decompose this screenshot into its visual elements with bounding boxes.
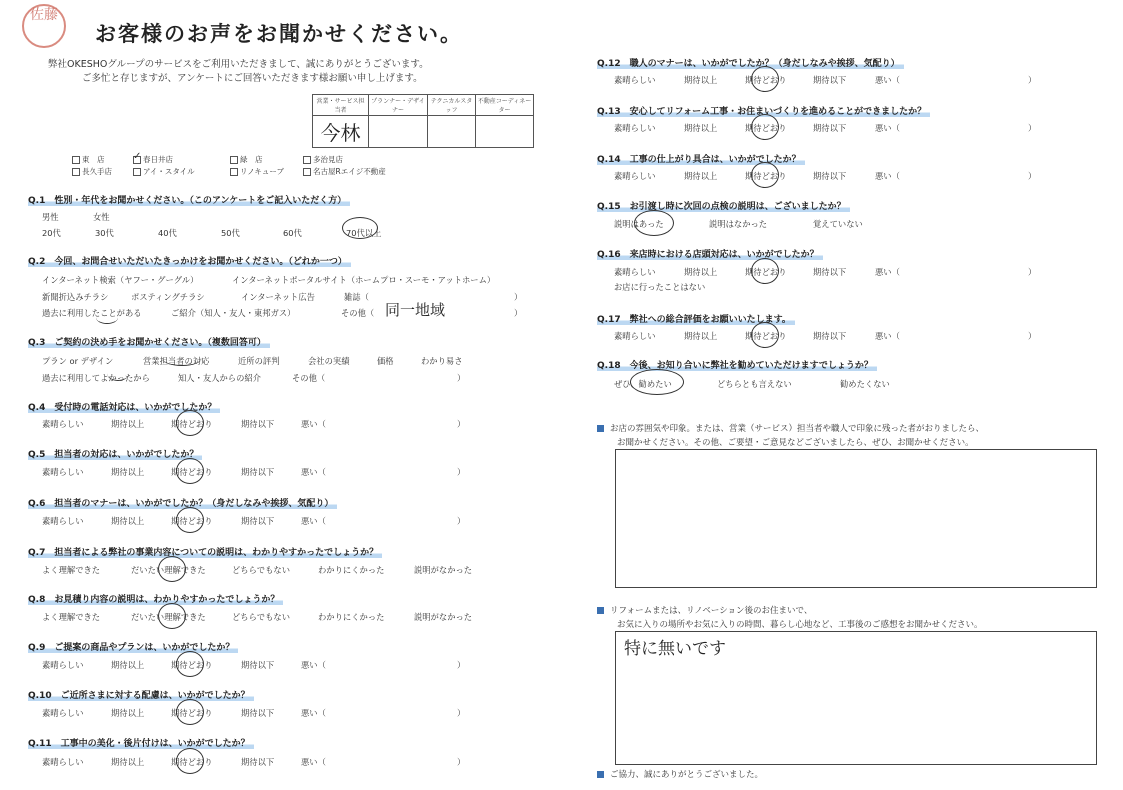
q13-option[interactable]: 期待以下: [813, 123, 847, 133]
q13-option[interactable]: 悪い（: [875, 123, 900, 133]
q15-option[interactable]: 説明はなかった: [709, 219, 768, 229]
q16-option[interactable]: 素晴らしい: [614, 267, 656, 277]
answer-circle: [634, 210, 674, 236]
q9-option: ）: [457, 660, 466, 670]
staff-header: 不動産コーディネーター: [476, 95, 534, 116]
comment-2-answer: 特に無いです: [624, 639, 726, 659]
question-3-heading: Q.3 ご契約の決め手をお聞かせください。（複数回答可）: [28, 335, 270, 348]
staff-name[interactable]: 今林: [313, 116, 369, 148]
q18-option[interactable]: どちらとも言えない: [717, 379, 792, 389]
q4-option[interactable]: 期待以下: [241, 419, 275, 429]
q5-option[interactable]: 期待以下: [241, 467, 275, 477]
store-checkbox[interactable]: 長久手店: [72, 166, 112, 177]
q1-option[interactable]: 40代: [158, 228, 177, 238]
q3-option[interactable]: 過去に利用してよかったから: [42, 373, 150, 383]
q9-option[interactable]: 期待以下: [241, 660, 275, 670]
q7-option[interactable]: よく理解できた: [42, 565, 101, 575]
comment-1-label: お店の雰囲気や印象。または、営業（サービス）担当者や職人で印象に残った者がおりましたら、: [597, 422, 984, 434]
bullet-square-icon: [597, 607, 604, 614]
q10-option[interactable]: 素晴らしい: [42, 708, 84, 718]
q3-option[interactable]: プラン or デザイン: [42, 356, 114, 366]
comment-2-label: リフォームまたは、リノベーション後のお住まいで、: [597, 604, 812, 616]
seal-stamp: 佐藤: [22, 4, 66, 48]
store-checkbox[interactable]: ✓ 春日井店: [133, 151, 173, 164]
q13-option[interactable]: 素晴らしい: [614, 123, 656, 133]
answer-circle: [342, 217, 378, 239]
answer-circle: [176, 748, 204, 774]
q1-option[interactable]: 70代以上: [346, 228, 382, 238]
staff-header: テクニカルスタッフ: [427, 95, 475, 116]
answer-circle: [751, 114, 779, 140]
question-13-heading: Q.13 安心してリフォーム工事・お住まいづくりを進めることができましたか？: [597, 104, 930, 117]
q7-option[interactable]: わかりにくかった: [318, 565, 385, 575]
q5-option[interactable]: 悪い（: [301, 467, 326, 477]
q1-option[interactable]: 20代: [42, 228, 61, 238]
q2-option[interactable]: インターネットポータルサイト（ホームプロ・スーモ・アットホーム）: [232, 275, 496, 285]
q3-option[interactable]: 知人・友人からの紹介: [178, 373, 261, 383]
comment-1-label-2: お聞かせください。その他、ご要望・ご意見などございましたら、ぜひ、お聞かせください。: [617, 438, 974, 448]
q16-option: ）: [1028, 267, 1037, 277]
question-6-heading: Q.6 担当者のマナーは、いかがでしたか？（身だしなみや挨拶、気配り）: [28, 496, 337, 509]
intro-line-2: ご多忙と存じますが、アンケートにご回答いただきます様お願い申し上げます。: [82, 73, 423, 84]
question-2-heading: Q.2 今回、お問合せいただいたきっかけをお聞かせください。（どれか一つ）: [28, 254, 351, 267]
q14-option[interactable]: 素晴らしい: [614, 171, 656, 181]
answer-circle: [176, 651, 204, 677]
q9-option[interactable]: 素晴らしい: [42, 660, 84, 670]
staff-header: 営業・サービス担当者: [313, 95, 369, 116]
q16-option[interactable]: 悪い（: [875, 267, 900, 277]
q10-option[interactable]: 期待以上: [111, 708, 145, 718]
q3-option[interactable]: 会社の実績: [308, 356, 350, 366]
q17-option[interactable]: 悪い（: [875, 331, 900, 341]
q10-option: ）: [457, 708, 466, 718]
q8-option[interactable]: どちらでもない: [232, 612, 290, 622]
q17-option[interactable]: 期待以下: [813, 331, 847, 341]
question-1-heading: Q.1 性別・年代をお聞かせください。（このアンケートをご記入いただく方）: [28, 193, 350, 206]
q10-option[interactable]: 悪い（: [301, 708, 326, 718]
store-checkbox[interactable]: アイ・スタイル: [133, 166, 195, 177]
q18-option[interactable]: 勧めたくない: [840, 379, 890, 389]
q6-option[interactable]: 悪い（: [301, 516, 326, 526]
question-16-heading: Q.16 来店時における店頭対応は、いかがでしたか？: [597, 247, 823, 260]
q3-option[interactable]: 近所の評判: [238, 356, 280, 366]
answer-circle: [630, 369, 684, 395]
q5-option: ）: [457, 467, 466, 477]
answer-circle: [751, 162, 779, 188]
question-8-heading: Q.8 お見積り内容の説明は、わかりやすかったでしょうか？: [28, 592, 283, 605]
q6-option[interactable]: 期待以下: [241, 516, 275, 526]
store-checkbox[interactable]: 名古屋Rエイジ不動産: [303, 166, 386, 177]
q3-option: ）: [457, 373, 466, 383]
answer-check-mark: [107, 366, 129, 381]
answer-circle: [751, 258, 779, 284]
q2-option[interactable]: 過去に利用したことがある: [42, 308, 142, 318]
q14-option[interactable]: 悪い（: [875, 171, 900, 181]
q9-option[interactable]: 期待以上: [111, 660, 145, 670]
q17-option[interactable]: 素晴らしい: [614, 331, 656, 341]
staff-table: [312, 94, 534, 148]
q14-option[interactable]: 期待以上: [684, 171, 718, 181]
q12-option[interactable]: 期待以上: [684, 75, 718, 85]
q6-option[interactable]: 期待以上: [111, 516, 145, 526]
q10-option[interactable]: 期待以下: [241, 708, 275, 718]
answer-check-mark: [162, 350, 202, 366]
q13-option: ）: [1028, 123, 1037, 133]
q11-option[interactable]: 素晴らしい: [42, 757, 84, 767]
q3-option[interactable]: わかり易さ: [421, 356, 463, 366]
q7-option[interactable]: どちらでもない: [232, 565, 290, 575]
q9-option[interactable]: 期待どおり: [171, 660, 213, 670]
q5-option[interactable]: 期待以上: [111, 467, 145, 477]
comment-1-box[interactable]: [615, 449, 1097, 588]
answer-circle: [158, 603, 186, 629]
q1-option[interactable]: 60代: [283, 228, 302, 238]
q4-option[interactable]: 素晴らしい: [42, 419, 84, 429]
q18-option[interactable]: ぜひ、勧めたい: [614, 379, 672, 389]
q6-option[interactable]: 素晴らしい: [42, 516, 84, 526]
q8-option[interactable]: わかりにくかった: [318, 612, 385, 622]
q11-option[interactable]: 期待以上: [111, 757, 145, 767]
q17-option[interactable]: 期待どおり: [745, 331, 787, 341]
q16-option[interactable]: 期待以下: [813, 267, 847, 277]
q1-option[interactable]: 30代: [95, 228, 114, 238]
comment-2-box[interactable]: [615, 631, 1097, 765]
answer-circle: [751, 322, 779, 348]
q3-option[interactable]: 営業担当者の対応: [143, 356, 210, 366]
q8-option[interactable]: 説明がなかった: [414, 612, 473, 622]
question-7-heading: Q.7 担当者による弊社の事業内容についての説明は、わかりやすかったでしょうか？: [28, 545, 382, 558]
q10-option[interactable]: 期待どおり: [171, 708, 213, 718]
q2-option[interactable]: ポスティングチラシ: [131, 292, 205, 302]
question-17-heading: Q.17 弊社への総合評価をお願いいたします。: [597, 312, 795, 325]
q11-option[interactable]: 期待どおり: [171, 757, 213, 767]
answer-circle: [176, 507, 204, 533]
question-5-heading: Q.5 担当者の対応は、いかがでしたか？: [28, 447, 202, 460]
question-12-heading: Q.12 職人のマナーは、いかがでしたか？（身だしなみや挨拶、気配り）: [597, 56, 904, 69]
q3-option[interactable]: その他（: [292, 373, 326, 383]
question-18-heading: Q.18 今後、お知り合いに弊社を勧めていただけますでしょうか？: [597, 358, 877, 371]
q11-option[interactable]: 期待以下: [241, 757, 275, 767]
store-checkbox[interactable]: 緑 店: [230, 154, 263, 165]
question-11-heading: Q.11 工事中の美化・後片付けは、いかがでしたか？: [28, 736, 254, 749]
answer-circle: [176, 699, 204, 725]
q2-option[interactable]: ご紹介（知人・友人・東邦ガス）: [171, 308, 296, 318]
q6-option[interactable]: 期待どおり: [171, 516, 213, 526]
q11-option[interactable]: 悪い（: [301, 757, 326, 767]
q2-option[interactable]: その他（: [341, 308, 375, 318]
q2-option[interactable]: 新聞折込みチラシ: [42, 292, 109, 302]
q16-option[interactable]: 期待どおり: [745, 267, 787, 277]
q8-option[interactable]: よく理解できた: [42, 612, 101, 622]
question-15-heading: Q.15 お引渡し時に次回の点検の説明は、ございましたか？: [597, 199, 850, 212]
q4-option[interactable]: 期待以上: [111, 419, 145, 429]
q12-option: ）: [1028, 75, 1037, 85]
q15-option[interactable]: 説明はあった: [614, 219, 664, 229]
answer-circle: [176, 410, 204, 436]
staff-cell[interactable]: [368, 116, 427, 148]
question-9-heading: Q.9 ご提案の商品やプランは、いかがでしたか？: [28, 640, 238, 653]
q6-option: ）: [457, 516, 466, 526]
q2-option[interactable]: インターネット検索（ヤフー・グーグル）: [42, 275, 199, 285]
q4-option[interactable]: 悪い（: [301, 419, 326, 429]
question-14-heading: Q.14 工事の仕上がり具合は、いかがでしたか？: [597, 152, 805, 165]
q2-option[interactable]: インターネット広告: [241, 292, 315, 302]
store-checkbox[interactable]: 東 店: [72, 154, 105, 165]
q17-option: ）: [1028, 331, 1037, 341]
answer-circle: [751, 66, 779, 92]
q7-option[interactable]: だいたい理解できた: [131, 565, 206, 575]
q17-option[interactable]: 期待以上: [684, 331, 718, 341]
q12-option[interactable]: 期待どおり: [745, 75, 787, 85]
q7-option[interactable]: 説明がなかった: [414, 565, 473, 575]
question-10-heading: Q.10 ご近所さまに対する配慮は、いかがでしたか？: [28, 688, 254, 701]
q2-option: ）: [514, 308, 523, 318]
staff-header: プランナー・デザイナー: [368, 95, 427, 116]
bullet-square-icon: [597, 771, 604, 778]
bullet-square-icon: [597, 425, 604, 432]
q1-option[interactable]: 50代: [221, 228, 240, 238]
q1-option[interactable]: 女性: [93, 212, 110, 222]
comment-2-label-2: お気に入りの場所やお気に入りの時間、暮らし心地など、工事後のご感想をお聞かせください。: [617, 620, 983, 630]
q13-option[interactable]: 期待以上: [684, 123, 718, 133]
footer-thanks: ご協力、誠にありがとうございました。: [597, 768, 763, 780]
q2-option: ）: [514, 292, 523, 302]
store-checkbox[interactable]: リノキューブ: [230, 166, 284, 177]
intro-line-1: 弊社OKESHOグループのサービスをご利用いただきまして、誠にありがとうございます。: [48, 59, 429, 70]
question-4-heading: Q.4 受付時の電話対応は、いかがでしたか？: [28, 400, 220, 413]
q5-option[interactable]: 期待どおり: [171, 467, 213, 477]
q16-option[interactable]: お店に行ったことはない: [614, 282, 706, 292]
store-checkbox[interactable]: 多治見店: [303, 154, 343, 165]
q14-option: ）: [1028, 171, 1037, 181]
q2-option[interactable]: 雑誌（: [344, 292, 369, 302]
q2-handwritten-answer[interactable]: 同一地域: [385, 301, 446, 319]
q3-option[interactable]: 価格: [377, 356, 394, 366]
q4-option: ）: [457, 419, 466, 429]
q13-option[interactable]: 期待どおり: [745, 123, 787, 133]
q12-option[interactable]: 期待以下: [813, 75, 847, 85]
q4-option[interactable]: 期待どおり: [171, 419, 213, 429]
answer-circle: [176, 458, 204, 484]
q9-option[interactable]: 悪い（: [301, 660, 326, 670]
q8-option[interactable]: だいたい理解できた: [131, 612, 206, 622]
q1-option[interactable]: 男性: [42, 212, 59, 222]
q15-option[interactable]: 覚えていない: [813, 219, 863, 229]
q16-option[interactable]: 期待以上: [684, 267, 718, 277]
page-title: お客様のお声をお聞かせください。: [95, 22, 463, 46]
staff-cell[interactable]: [476, 116, 534, 148]
q5-option[interactable]: 素晴らしい: [42, 467, 84, 477]
q11-option: ）: [457, 757, 466, 767]
staff-cell[interactable]: [427, 116, 475, 148]
answer-check-mark: [96, 311, 118, 324]
answer-circle: [158, 556, 186, 582]
q14-option[interactable]: 期待以下: [813, 171, 847, 181]
q14-option[interactable]: 期待どおり: [745, 171, 787, 181]
q12-option[interactable]: 素晴らしい: [614, 75, 656, 85]
q12-option[interactable]: 悪い（: [875, 75, 900, 85]
